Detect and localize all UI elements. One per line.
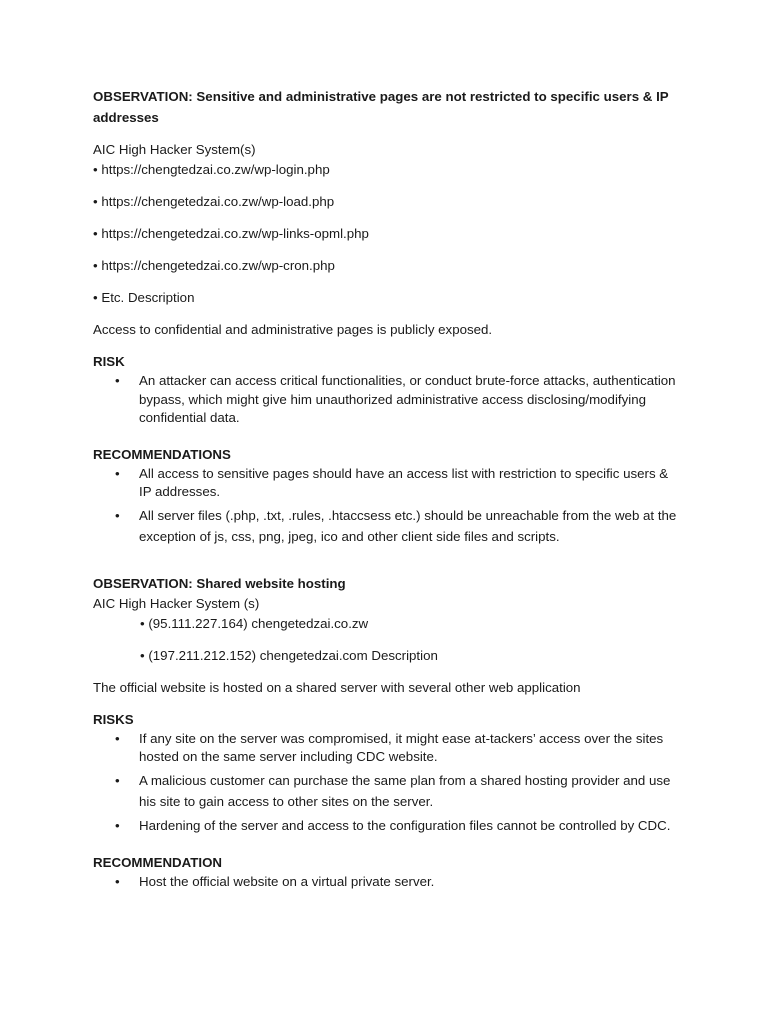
observation-1-rec-list bbox=[93, 465, 683, 547]
bullet: • bbox=[115, 373, 120, 388]
list-item bbox=[93, 815, 683, 836]
document-page bbox=[93, 86, 683, 894]
risk-text: If any site on the server was compromised, it might ease at-tackers’ access over the sites hosted on the same server including CDC website. bbox=[139, 730, 664, 764]
list-item bbox=[93, 770, 683, 812]
list-item bbox=[93, 730, 683, 767]
risk-text: A malicious customer can purchase the same plan from a shared hosting provider and use his site to gain access to other sites on the server. bbox=[139, 772, 671, 809]
observation-1-risk-list bbox=[93, 372, 683, 428]
observation-1-url-2: • https://chengetedzai.co.zw/wp-load.php bbox=[93, 194, 335, 209]
list-item bbox=[93, 873, 683, 892]
observation-1-label: OBSERVATION: bbox=[93, 89, 193, 104]
list-item bbox=[93, 465, 683, 502]
recommendation-text: Host the official website on a virtual private server. bbox=[139, 873, 435, 889]
observation-2-rec-list bbox=[93, 873, 683, 892]
observation-1-url-4: • https://chengetedzai.co.zw/wp-cron.php bbox=[93, 258, 335, 273]
observation-2-risk-list bbox=[93, 730, 683, 836]
bullet: • bbox=[115, 730, 120, 746]
risk-text: Hardening of the server and access to the configuration files cannot be controlled by CDC. bbox=[139, 817, 671, 833]
observation-2-risk-heading: RISKS bbox=[93, 711, 134, 727]
bullet: • bbox=[115, 465, 120, 481]
list-item bbox=[93, 372, 683, 428]
observation-1-url-5: • Etc. Description bbox=[93, 290, 195, 305]
observation-2-host-1: • (95.111.227.164) chengetedzai.co.zw bbox=[140, 615, 369, 631]
risk-text: An attacker can access critical functionalities, or conduct brute-force attacks, authentication bypass, which might give him unauthorized administrative access disclosing/modifying confidential data. bbox=[139, 373, 676, 425]
observation-2-text: Shared website hosting bbox=[192, 575, 346, 591]
observation-1-description: Access to confidential and administrative pages is publicly exposed. bbox=[93, 322, 493, 337]
observation-2-system: AIC High Hacker System (s) bbox=[93, 595, 260, 611]
bullet: • bbox=[115, 817, 120, 833]
recommendation-text: All access to sensitive pages should have an access list with restriction to specific users & IP addresses. bbox=[139, 465, 669, 499]
observation-2-description: The official website is hosted on a shared server with several other web application bbox=[93, 679, 581, 695]
list-item bbox=[93, 505, 683, 547]
bullet: • bbox=[115, 507, 120, 523]
observation-1-url-3: • https://chengetedzai.co.zw/wp-links-opml.php bbox=[93, 226, 369, 241]
bullet: • bbox=[115, 772, 120, 788]
observation-1-title bbox=[93, 86, 683, 128]
observation-1-system: AIC High Hacker System(s) bbox=[93, 142, 256, 157]
observation-2-label: OBSERVATION: bbox=[93, 575, 193, 591]
observation-1-text: Sensitive and administrative pages are not restricted to specific users & IP addresses bbox=[93, 89, 669, 125]
recommendation-text: All server files (.php, .txt, .rules, .htaccsess etc.) should be unreachable from the web at the exception of js, css, png, jpeg, ico and other client side files and scripts. bbox=[139, 507, 677, 544]
observation-1-url-1: • https://chengtedzai.co.zw/wp-login.php bbox=[93, 162, 330, 177]
observation-1-rec-heading: RECOMMENDATIONS bbox=[93, 446, 231, 462]
bullet: • bbox=[115, 873, 120, 889]
observation-2-host-2: • (197.211.212.152) chengetedzai.com Description bbox=[140, 647, 438, 663]
observation-2-rec-heading: RECOMMENDATION bbox=[93, 854, 223, 870]
observation-2-title bbox=[93, 574, 683, 594]
observation-1-risk-heading: RISK bbox=[93, 354, 125, 369]
